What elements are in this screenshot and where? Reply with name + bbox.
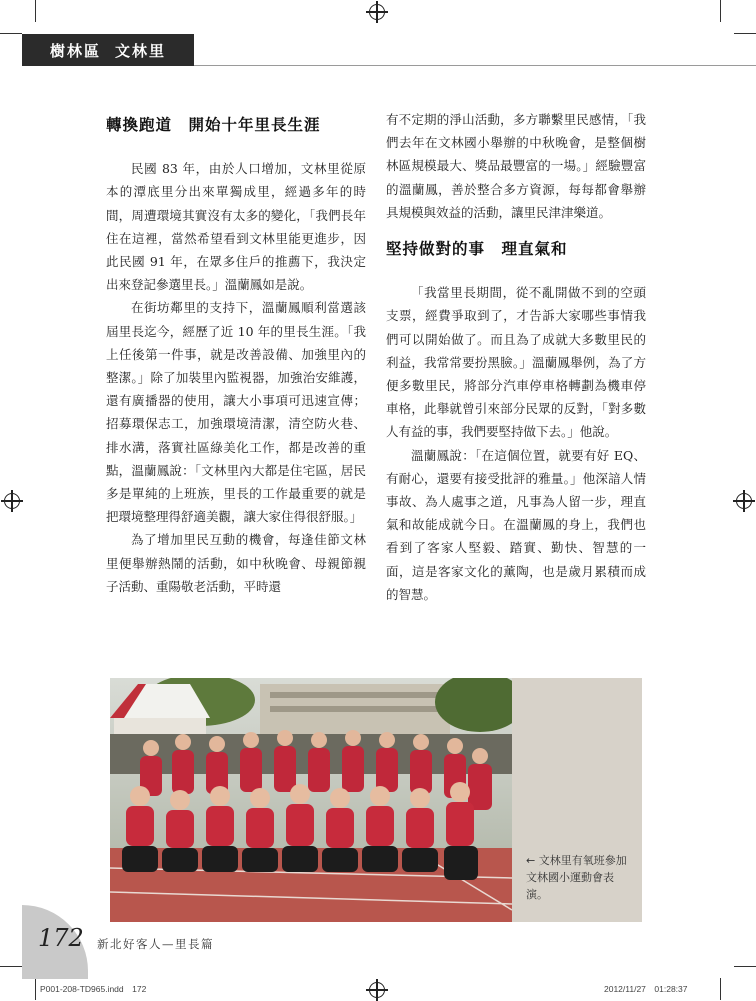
section-heading: 堅持做對的事 理直氣和 — [386, 240, 568, 259]
section-header — [22, 34, 194, 66]
paragraph: 為了增加里民互動的機會，每逢佳節文林里便舉辦熱鬧的活動，如中秋晚會、母親節親子活動、重陽敬老活動，平時還 — [106, 532, 366, 594]
crop-mark — [720, 978, 721, 1000]
left-column — [106, 114, 366, 598]
slug-file: P001-208-TD965.indd 172 — [40, 984, 147, 994]
paragraph: 在街坊鄰里的支持下，溫蘭鳳順利當選該屆里長迄今，經歷了近 10 年的里長生涯。「我上任後第一件事，就是改善設備、加強里內的整潔。」除了加裝里內監視器，加強治安維護，還有廣播器的使用，讓大小事項可迅速宣傳；招募環保志工，加強環境清潔，清空防火巷、排水溝，落實社區綠美化工作，都是改善的重點，溫蘭鳳說：「文林里內大都是住宅區，居民多是單純的上班族，里長的工作最重要的就是把環境整理得舒適美觀，讓大家住得很舒服。」 — [106, 300, 366, 525]
photo-block — [110, 678, 642, 922]
book-title: 新北好客人—里長篇 — [97, 937, 214, 951]
section-heading: 轉換跑道 開始十年里長生涯 — [106, 116, 321, 134]
crop-mark — [35, 0, 36, 22]
crop-mark — [35, 978, 36, 1000]
village-name: 文林里 — [115, 41, 167, 60]
crop-mark — [734, 966, 756, 967]
registration-mark-icon — [369, 982, 385, 998]
crop-mark — [0, 966, 22, 967]
paragraph: 溫蘭鳳說：「在這個位置，就要有好 EQ、有耐心，還要有接受批評的雅量。」他深諳人情事故、為人處事之道，凡事為人留一步，理直氣和故能成就今日。在溫蘭鳳的身上，我們也看到了客家人堅毅、踏實、勤快、智慧的一面，這是客家文化的薰陶，也是歲月累積而成的智慧。 — [386, 447, 646, 602]
page-number: 172 — [38, 924, 84, 952]
registration-mark-icon — [736, 493, 752, 509]
paragraph: 「我當里長期間，從不亂開做不到的空頭支票，經費爭取到了，才告訴大家哪些事情我們可以開始做了。而且為了成就大多數里民的利益，我常常要扮黑臉。」溫蘭鳳舉例，為了方便多數里民，將部分汽車停車格轉劃為機車停車格，此舉就曾引來部分民眾的反對，「對多數人有益的事，我們要堅持做下去。」他說。 — [386, 285, 646, 440]
registration-mark-icon — [369, 4, 385, 20]
crop-mark — [734, 33, 756, 34]
group-photo — [110, 678, 512, 922]
district-name: 樹林區 — [50, 41, 102, 60]
crop-mark — [720, 0, 721, 22]
paragraph: 民國 83 年，由於人口增加，文林里從原本的潭底里分出來單獨成里，經過多年的時間，周遭環境其實沒有太多的變化，「我們長年住在這裡，當然希望看到文林里能更進步，因此民國 91 年，在眾多住戶的推薦下，我決定出來登記參選里長。」溫蘭鳳如是說。 — [106, 161, 366, 293]
header-rule — [194, 65, 756, 66]
registration-mark-icon — [4, 493, 20, 509]
slug-timestamp: 2012/11/27 01:28:37 — [604, 984, 688, 994]
paragraph-continuation: 有不定期的淨山活動，多方聯繫里民感情，「我們去年在文林國小舉辦的中秋晚會，是整個樹林區規模最大、獎品最豐富的一場。」經驗豐富的溫蘭鳳，善於整合多方資源，每每都會舉辦具規模與效益的活動，讓里民津津樂道。 — [386, 112, 646, 220]
photo-caption: ← 文林里有氧班參加文林國小運動會表演。 — [526, 854, 627, 901]
right-column — [386, 108, 646, 606]
crop-mark — [0, 33, 22, 34]
